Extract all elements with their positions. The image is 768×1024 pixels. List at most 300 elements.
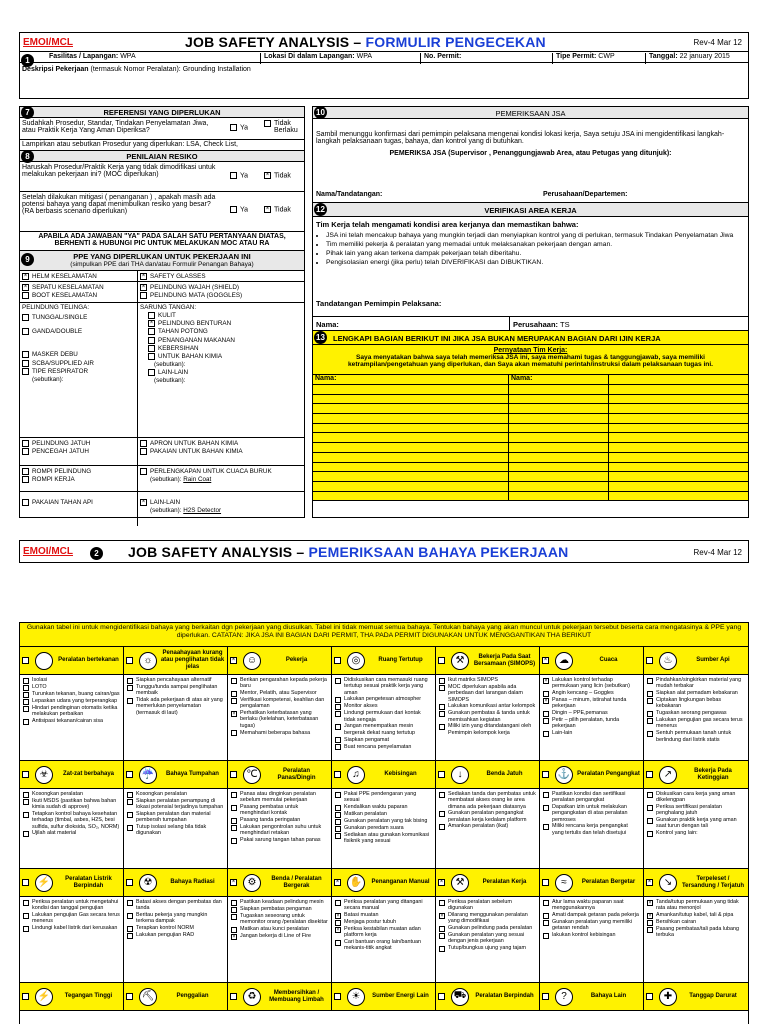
simops-icon: ⚒ <box>451 652 469 670</box>
control-item[interactable]: Buat rencana penyelamatan <box>335 744 432 751</box>
hazard-header-work-tools[interactable]: × ⚒ Peralatan Kerja <box>436 869 540 896</box>
sec10-perusahaan: Perusahaan/Departemen: <box>543 191 628 198</box>
sec8-title: PENILAIAN RESIKO <box>126 152 198 161</box>
ppe-resp-2[interactable]: TIPE RESPIRATOR <box>22 368 135 375</box>
hazard-header-fire[interactable]: ♨ Sumber Api <box>644 647 748 674</box>
sec10-pemeriksa: PEMERIKSA JSA (Supervisor , Penanggungjawab Area, atau Petugas yang ditunjuk): <box>389 150 672 157</box>
control-item[interactable]: Ciptakan lingkungan bebas kebakaran <box>647 697 745 710</box>
control-item[interactable]: Amankan peralatan (ikat) <box>439 823 536 830</box>
control-item[interactable]: Lepaskan udara yang terperangkap <box>23 698 120 705</box>
control-item[interactable]: Gunakan peralatan yang tak bising <box>335 818 432 825</box>
control-item[interactable]: Lakukan pengetesan atmospher <box>335 696 432 703</box>
hazard-header-weather[interactable]: × ☁ Cuaca <box>540 647 644 674</box>
hazard-checkbox[interactable] <box>438 771 445 778</box>
portable-electric-icon: ⚡ <box>35 874 53 892</box>
sec8-q1-ya-checkbox[interactable] <box>230 172 237 179</box>
control-item[interactable]: Lindungi permukaan dari kontak tidak sengaja <box>335 710 432 723</box>
hazard-header-other-hazard[interactable]: ? Bahaya Lain <box>540 983 644 1010</box>
control-item[interactable]: Periksa peralatan untuk mengetahui kondisi dan tanggal pengujian <box>23 899 120 912</box>
control-item[interactable]: Pasang pembatas/tali pada lubang terbuka <box>647 926 745 939</box>
hazard-controls <box>540 675 644 760</box>
control-item[interactable]: Lakukan pengontrolan suhu untuk menghindari retakan <box>231 824 328 837</box>
control-item[interactable]: Siapkan peralatan penampung di lokasi potensial terjadinya tumpahan <box>127 798 224 811</box>
control-item[interactable]: Tidak ada pekerjaan di atas air yang memerlukan penyelamatan (termasuk di laut) <box>127 697 224 716</box>
hazard-header-pressure[interactable]: Peralatan bertekanan <box>20 647 124 674</box>
control-item[interactable]: Monitor akses <box>335 703 432 710</box>
hazard-controls <box>332 789 436 868</box>
hazard-header-temperature[interactable]: ℃ Peralatan Panas/Dingin <box>228 761 332 788</box>
control-item[interactable]: Panas atau dinginkan peralatan sebelum memulai pekerjaan <box>231 791 328 804</box>
control-item[interactable]: lakukan kontrol kebisingan <box>543 932 640 939</box>
control-item[interactable]: Angin kencang – Goggles <box>543 690 640 697</box>
control-item[interactable]: Antisipasi tekanan/cairan sisa <box>23 718 120 725</box>
control-item[interactable]: Pakai PPE pendengaran yang sesuai <box>335 791 432 804</box>
manual-handling-icon: ✋ <box>347 874 365 892</box>
control-item[interactable]: Gunakan pelindung pada peralatan <box>439 925 536 932</box>
hazard-controls <box>20 675 124 760</box>
ppe-safety-glasses[interactable]: × SAFETY GLASSES <box>141 273 206 281</box>
sec13-row[interactable] <box>313 463 748 473</box>
temperature-icon: ℃ <box>243 766 261 784</box>
sec12-title: VERIFIKASI AREA KERJA <box>484 206 577 215</box>
sec12-bullet: • Tim memiliki pekerja & peralatan yang memadai untuk melaksanakan pekerjaan dengan aman. <box>326 240 745 249</box>
control-item[interactable]: Gunakan peredam suara <box>335 825 432 832</box>
excavation-icon: ⛏ <box>139 988 157 1006</box>
sec13-row[interactable] <box>313 453 748 463</box>
hazard-header-falling-object[interactable]: ↓ Benda Jatuh <box>436 761 540 788</box>
sec13-row[interactable] <box>313 472 748 482</box>
sec13-pernyataan: Pernyataan Tim Kerja: <box>493 347 568 354</box>
control-item[interactable]: Tutup/bungkus ujung yang tajam <box>439 945 536 952</box>
company-logo: EMOI/MCL <box>23 37 73 48</box>
hazard-checkbox[interactable] <box>438 657 445 664</box>
control-item[interactable]: Hindari pendinginan otomatis ketika melakukan perbaikan <box>23 705 120 718</box>
control-item[interactable]: Pasang pembatas untuk menghindari kontak <box>231 804 328 817</box>
ppe-other-2[interactable]: × LAIN-LAIN <box>141 499 181 507</box>
ppe-glove-4[interactable]: KEBERSIHAN <box>148 345 302 352</box>
hazard-checkbox[interactable] <box>334 771 341 778</box>
hazard-checkbox[interactable]: × <box>335 879 340 885</box>
control-item[interactable]: Tugaskan seseorang untuk memonitor orang /peralatan disekitar <box>231 913 328 926</box>
hazard-checkbox[interactable] <box>126 879 133 886</box>
ppe-other-2-value: H2S Detector <box>183 507 222 515</box>
sec7-ya-checkbox[interactable] <box>230 124 237 131</box>
control-item[interactable]: Lakukan pengujian RAD <box>127 932 224 939</box>
hazard-controls <box>644 897 748 982</box>
control-item[interactable]: × Periksa kestabilan muatan adan platform kerja <box>336 926 421 939</box>
deskripsi-value: Grounding Installation <box>182 66 251 73</box>
fire-icon: ♨ <box>659 652 677 670</box>
hazard-controls <box>332 897 436 982</box>
control-item[interactable]: Verifikasi kompetensi, keahlian dan pengalaman <box>231 697 328 710</box>
hazard-header-spill[interactable]: ☔ Bahaya Tumpahan <box>124 761 228 788</box>
hazard-controls <box>124 789 228 868</box>
hazard-header-height[interactable]: ↗ Bekerja Pada Ketinggian <box>644 761 748 788</box>
control-item[interactable]: Didiskusikan cara memasuki ruang tertutup sesuai praktik kerja yang aman <box>335 677 432 696</box>
control-item[interactable]: Siapkan pengamat <box>335 737 432 744</box>
control-item[interactable]: Memahami beberapa bahasa <box>231 730 328 737</box>
noise-icon: ♫ <box>347 766 365 784</box>
waste-icon: ♻ <box>243 988 261 1006</box>
control-item[interactable]: × Dilarang menggunakan peralatan yang dimodifikasi <box>440 912 528 925</box>
ppe-apron-1[interactable]: PAKAIAN UNTUK BAHAN KIMIA <box>140 448 302 455</box>
hazard-checkbox[interactable] <box>438 993 445 1000</box>
control-item[interactable]: Siapkan pencahayaan alternatif <box>127 677 224 684</box>
control-item[interactable]: Jangan menempatkan mesin bergerak dekat ruang tertutup <box>335 723 432 736</box>
sec7-lampiran: Lampirkan atau sebutkan Prosedur yang diperlukan: LSA, Check List, <box>20 140 304 151</box>
ppe-glove-1[interactable]: × PELINDUNG BENTURAN <box>149 320 232 328</box>
sec13-row[interactable] <box>313 414 748 424</box>
sec13-row[interactable] <box>313 433 748 443</box>
ppe-resp-0[interactable]: MASKER DEBU <box>22 351 135 358</box>
hazard-controls <box>436 675 540 760</box>
control-item[interactable]: Ikuti MSDS (pastikan bahwa bahan kimia sudah di approve) <box>23 798 120 811</box>
sec10-title: PEMERIKSAAN JSA <box>495 109 566 118</box>
hazard-controls <box>124 675 228 760</box>
control-item[interactable]: Petir – pilih peralatan, tunda pekerjaan <box>543 717 640 730</box>
control-item[interactable]: Menjaga postur tubuh <box>335 919 432 926</box>
sec8-q2-ya-checkbox[interactable] <box>230 206 237 213</box>
hazard-controls <box>644 675 748 760</box>
sec9-title: PPE YANG DIPERLUKAN UNTUK PEKERJAAN INI <box>73 252 251 261</box>
control-item[interactable]: Lakukan komunikasi antar kelompok <box>439 703 536 710</box>
page-title-2: JOB SAFETY ANALYSIS – PEMERIKSAAN BAHAYA PEKERJAAN <box>128 544 569 560</box>
hazard-header-noise[interactable]: ♫ Kebisingan <box>332 761 436 788</box>
hazard-checkbox[interactable] <box>646 657 653 664</box>
hazard-controls <box>228 897 332 982</box>
hazard-checkbox[interactable] <box>646 993 653 1000</box>
sec12-bullet: • JSA ini telah mencakup bahaya yang mungkin terjadi dan menyiapkan kontrol yang di perlukan, termasuk Tindakan Penyelamatan Jiwa <box>326 231 745 240</box>
section-number-8: 8 <box>21 150 34 163</box>
hazard-controls <box>20 897 124 982</box>
hazard-header-slip-trip[interactable]: × ↘ Terpeleset / Tersandung / Terjatuh <box>644 869 748 896</box>
ppe-weather-value: Rain Coat <box>183 476 212 484</box>
ppe-fall-0[interactable]: PELINDUNG JATUH <box>22 440 135 447</box>
hazard-header-simops[interactable]: ⚒ Bekerja Pada Saat Bersamaan (SIMOPS) <box>436 647 540 674</box>
sec10-nama: Nama/Tandatangan: <box>316 191 383 198</box>
control-item[interactable]: Sentuh permukaan tanah untuk berlindung dari listrik statis <box>647 730 745 743</box>
hazard-checkbox[interactable] <box>334 657 341 664</box>
control-item[interactable]: Lindungi kabel listrik dari kerusakan <box>23 925 120 932</box>
control-item[interactable]: Atur lama waktu paparan saat menggunakannya <box>543 899 640 912</box>
hazard-controls <box>332 675 436 760</box>
control-item[interactable]: Pindahkan/singkirkan material yang mudah terbakar <box>647 677 745 690</box>
control-item[interactable]: × Jangan bekerja di Line of Fire <box>232 933 312 940</box>
hazard-header-waste[interactable]: ♻ Membersihkan / Membuang Limbah <box>228 983 332 1010</box>
sec12-intro: Tim Kerja telah mengamati kondisi area kerjanya dan memastikan bahwa: <box>316 220 579 229</box>
control-item[interactable]: Siapkan peralatan dan material pembersih tumpahan <box>127 811 224 824</box>
hazard-header-excavation[interactable]: ⛏ Penggalian <box>124 983 228 1010</box>
pressure-icon <box>35 652 53 670</box>
control-item[interactable]: Beritau pekerja yang mungkin terkena dampak <box>127 912 224 925</box>
control-item[interactable]: Dapatkan izin untuk melakukan pengangkatan di atas peralatan pemroses <box>543 804 640 823</box>
control-item[interactable]: Lakukan pengujian gas secara terus menerus <box>647 717 745 730</box>
control-item[interactable]: Pasang tanda peringatan <box>231 817 328 824</box>
ppe-grid: × HELM KESELAMATAN × SAFETY GLASSES × SEPATU KESELAMATAN BOOT KESELAMATAN × PELINDUNG WAJAH (SHIELD) PELINDUNG MATA (GOGGLES) PELINDUNG TELINGA: TUNGGAL/SINGLE GANDA/DOUBLE MASKER DEBU SCBA/SUPPLIED AIR TIPE RESPIRATOR (sebutkan): SARUNG TANGAN: KULIT × PELINDUNG BENTURAN TAHAN POTONG PENANGANAN MAKANAN KEBERSIHAN UNTUK BAHAN KIMIA (sebutkan): LAIN-LAIN (sebutkan): PELINDUNG JATUH PENCEGAH JATUH APRON UNTUK BAHAN KIMIA PAKAIAN UNTUK BAHAN KIMIA ROMPI PELINDUNG ROMPI KERJA PERLENGKAPAN UNTUK CUACA BURUK (sebutkan): Rain Coat PAKAIAN TAHAN API × LAIN-LAIN (sebutkan): H2S Detector <box>20 271 304 526</box>
hazardous-substance-icon: ☣ <box>35 766 53 784</box>
control-item[interactable]: Tunggu/tunda sampai penglihatan membaik <box>127 684 224 697</box>
hazard-checkbox[interactable] <box>542 993 549 1000</box>
hazard-checkbox[interactable] <box>126 657 133 664</box>
tanggal-value: 22 january 2015 <box>679 53 730 60</box>
right-column: 10 PEMERIKSAAN JSA Sambil menunggu konfirmasi dari pemimpin pelaksana mengenai kondisi lokasi kerja, Saya setuju JSA ini mengidentifikasi langkah-langkah pelaksanaan tugas, bahaya, dan kontrol yang di butuhkan. PEMERIKSA JSA (Supervisor , Penanggungjawab Area, atau Petugas yang ditunjuk): Nama/Tandatangan: Perusahaan/Departemen: 12 VERIFIKASI AREA KERJA Tim Kerja telah mengamati kondisi area kerjanya dan memastikan bahwa: • JSA ini telah mencakup bahaya yang mungkin terjadi dan menyiapkan kontrol yang di perlukan, termasuk Tindakan Penyelamatan Jiwa • Tim memiliki pekerja & peralatan yang memadai untuk melaksanakan pekerjaan dengan aman. • Pihak lain yang akan terkena dampak pekerjaan telah diberitahu. • Pengisolasian energi (jika perlu) telah DIVERIFIKASI dan DIBUKTIKAN. Tandatangan Pemimpin Pelaksana: Nama: Perusahaan: TS 13 LENGKAPI BAGIAN BERIKUT INI JIKA JSA BUKAN MERUPAKAN BAGIAN DARI IJIN KERJA Pernyataan Tim Kerja: Saya menyatakan bahwa saya telah memeriksa JSA ini, saya memahami tugas & tanggungjawab, saya memiliki ketrampilan/pengetahuan yang diperlukan, dan Saya akan mematuhi perintah/instruksi dalam pelaksanaan tugas ini. Nama: Nama: <box>312 106 749 518</box>
jsa-header <box>19 32 749 52</box>
sec8-note: APABILA ADA JAWABAN "YA" PADA SALAH SATU PERTANYAAN DIATAS, BERHENTI & HUBUNGI PIC UNTUK MELAKUKAN MOC ATAU RA <box>20 232 304 251</box>
control-item[interactable]: Gunakan peralatan yang memiliki getaran rendah <box>543 919 640 932</box>
hazard-header-worker[interactable]: × ☺ Pekerja <box>228 647 332 674</box>
control-item[interactable]: Tetapkan kontrol bahaya kesehatan terhadap (timbal, asbes, H2S, besi sulfida, sulfur dioksida, SO₂, NORM) <box>23 811 120 830</box>
section-number-2: 2 <box>90 547 103 560</box>
control-item[interactable]: Miliki izin yang ditandatangani oleh Pemimpin kelompok kerja <box>439 723 536 736</box>
hazard-header-portable-electric[interactable]: ⚡ Peralatan Listrik Berpindah <box>20 869 124 896</box>
control-item[interactable]: Cari bantuan orang lain/bantuan mekanis-titik angkat <box>335 939 432 952</box>
control-item[interactable]: Turunkan tekanan, buang cairan/gas <box>23 691 120 698</box>
ppe-face-0[interactable]: × PELINDUNG WAJAH (SHIELD) <box>141 284 239 292</box>
hazard-checkbox[interactable] <box>334 993 341 1000</box>
ppe-vest-0[interactable]: ROMPI PELINDUNG <box>22 468 135 475</box>
hazard-controls <box>124 897 228 982</box>
hazard-checkbox[interactable] <box>22 879 29 886</box>
control-item[interactable]: Bersihkan cairan <box>647 919 745 926</box>
control-item[interactable]: Gunakan pembatas & tanda untuk memisahkan kegiatan <box>439 710 536 723</box>
hazard-controls <box>228 789 332 868</box>
ppe-glove-2[interactable]: TAHAN POTONG <box>148 328 302 335</box>
control-item[interactable]: Pakai sarung tangan tahan panas <box>231 837 328 844</box>
hazard-checkbox[interactable]: × <box>231 879 236 885</box>
control-item[interactable]: Ikut matriks SIMOPS <box>439 677 536 684</box>
visibility-icon: ☼ <box>139 652 157 670</box>
control-item[interactable]: Sediakan atau gunakan komunikasi fisiknik yang sesuai <box>335 832 432 845</box>
control-item[interactable]: Periksa peralatan sebelum digunakan <box>439 899 536 912</box>
control-item[interactable]: Dingin – PPE,pemanas <box>543 710 640 717</box>
jsa2-header <box>19 540 749 563</box>
control-item[interactable]: × Perhatikan keterbatasan yang berlaku (kelelahan, keterbatasan tugas) <box>232 710 319 729</box>
sec13-row[interactable] <box>313 482 748 492</box>
worker-icon: ☺ <box>243 652 261 670</box>
hazard-header-hazardous-substance[interactable]: ☣ Zat-zat berbahaya <box>20 761 124 788</box>
info-row: 1 Fasilitas / Lapangan: WPA Lokasi Di dalam Lapangan: WPA No. Permit: Tipe Permit: CWP Tanggal: 22 january 2015 <box>19 52 749 63</box>
height-icon: ↗ <box>659 766 677 784</box>
ppe-boot-1[interactable]: BOOT KESELAMATAN <box>22 292 135 299</box>
hazard-table <box>19 622 749 1024</box>
ppe-boot-0[interactable]: × SEPATU KESELAMATAN <box>23 284 104 292</box>
hazard-header-manual-handling[interactable]: × ✋ Penanganan Manual <box>332 869 436 896</box>
control-item[interactable]: Kontrol yang lain: <box>647 830 745 837</box>
control-item[interactable]: Pastikan keadaan pelindung mesin <box>231 899 328 906</box>
sec13-col-nama-1: Nama: <box>313 375 509 384</box>
section-number-12: 12 <box>314 203 327 216</box>
sec12-bullets <box>316 231 745 267</box>
hazard-checkbox[interactable]: × <box>543 657 548 663</box>
sec12-nama: Nama: <box>316 320 339 329</box>
hazard-header-vibration[interactable]: ≈ Peralatan Bergetar <box>540 869 644 896</box>
sec13-row[interactable] <box>313 492 748 502</box>
lifting-icon: ⚓ <box>555 766 573 784</box>
permit-label: No. Permit: <box>420 53 461 64</box>
slip-trip-icon: ↘ <box>659 874 677 892</box>
hazard-header-mobile-equipment[interactable]: ⛟ Peralatan Berpindah <box>436 983 540 1010</box>
sec13-row[interactable] <box>313 404 748 414</box>
control-item[interactable]: Miliki rencana kerja pengangkat yang tertulis dan telah disetujui <box>543 823 640 836</box>
sec7-tidak-checkbox[interactable] <box>264 120 271 127</box>
work-tools-icon: ⚒ <box>451 874 469 892</box>
ppe-fire-resistant[interactable]: PAKAIAN TAHAN API <box>22 499 135 506</box>
control-item[interactable]: Isolasi <box>23 677 120 684</box>
control-item[interactable]: Tutup isolasi selang bila tidak digunakan <box>127 824 224 837</box>
sec13-text: Saya menyatakan bahwa saya telah memeriksa JSA ini, saya memahami tugas & tanggungjawab, saya memiliki ketrampilan/pengetahuan yang diperlukan, dan Saya akan mematuhi perintah/instruksi dalam pelaksanaan tugas ini. <box>348 354 713 368</box>
hazard-checkbox[interactable]: × <box>439 879 444 885</box>
sec7-title: REFERENSI YANG DIPERLUKAN <box>103 108 221 117</box>
hazard-checkbox[interactable] <box>646 771 653 778</box>
control-item[interactable]: LOTO <box>23 684 120 691</box>
other-hazard-icon: ? <box>555 988 573 1006</box>
hazard-checkbox[interactable] <box>230 993 237 1000</box>
hazard-intro: Gunakan tabel ini untuk mengidentifikasi bahaya yang berkaitan dgn pekerjaan yang diusulkan. Tabel ini tidak memuat semua bahaya. Tentukan bahaya yang akan muncul untuk pekerjaan tersebut beserta cara mengatasinya & PPE yang diperlukan. CATATAN: JIKA JSA INI BAGIAN DARI PERMIT, THA PADA PERMIT DIGUNAKAN UNTUK MENGGANTIKAN THA BERIKUT <box>20 623 748 647</box>
sec13-row[interactable] <box>313 443 748 453</box>
moving-equipment-icon: ⚙ <box>243 874 261 892</box>
hazard-header-moving-equipment[interactable]: × ⚙ Benda / Peralatan Bergerak <box>228 869 332 896</box>
control-item[interactable]: Matikan atau kunci peralatan <box>231 926 328 933</box>
confined-space-icon: ◎ <box>347 652 365 670</box>
sec13-row[interactable] <box>313 395 748 405</box>
sec12-ttd: Tandatangan Pemimpin Pelaksana: <box>316 299 442 308</box>
sec12-bullet: • Pengisolasian energi (jika perlu) telah DIVERIFIKASI dan DIBUKTIKAN. <box>326 258 745 267</box>
control-item[interactable]: Siapkan pembatas pengaman <box>231 906 328 913</box>
hazard-controls <box>20 789 124 868</box>
ppe-glove-3[interactable]: PENANGANAN MAKANAN <box>148 337 302 344</box>
control-item[interactable]: Tugaskan seorang pengawas <box>647 710 745 717</box>
mobile-equipment-icon: ⛟ <box>451 988 469 1006</box>
control-item[interactable]: Periksa peralatan yang ditangani secara manual <box>335 899 432 912</box>
section-number-13: 13 <box>314 331 327 344</box>
page-title: JOB SAFETY ANALYSIS – FORMULIR PENGECEKAN <box>185 34 546 50</box>
control-item[interactable]: Kosongkan peralatan <box>23 791 120 798</box>
sec7-question: Sudahkah Prosedur, Standar, Tindakan Penyelamatan Jiwa, atau Praktik Kerja Yang Aman Diperiksa? <box>22 120 209 134</box>
high-voltage-icon: ⚡ <box>35 988 53 1006</box>
company-logo-2: EMOI/MCL <box>23 546 73 557</box>
vibration-icon: ≈ <box>555 874 573 892</box>
sec12-perusahaan-value: TS <box>559 320 570 329</box>
sec13-row[interactable] <box>313 424 748 434</box>
hazard-checkbox[interactable] <box>542 771 549 778</box>
ppe-ear-1[interactable]: GANDA/DOUBLE <box>22 328 135 335</box>
hazard-checkbox[interactable]: × <box>647 879 652 885</box>
sec13-table <box>313 375 748 501</box>
control-item[interactable]: Mentor, Pelatih, atau Supervisor <box>231 690 328 697</box>
hazard-controls <box>436 789 540 868</box>
lokasi-value: WPA <box>356 53 373 60</box>
hazard-header-radiation[interactable]: ☢ Bahaya Radiasi <box>124 869 228 896</box>
ppe-glove-0[interactable]: KULIT <box>148 312 302 319</box>
sec8-question-2: Setelah dilakukan mitigasi ( penanganan ) , apakah masih ada potensi bahaya yang dapat menimbulkan resiko yang besar? <box>22 194 216 208</box>
control-item[interactable]: Ujilah alat material <box>23 830 120 837</box>
ppe-apron-0[interactable]: APRON UNTUK BAHAN KIMIA <box>140 440 302 447</box>
radiation-icon: ☢ <box>139 874 157 892</box>
sec13-row[interactable] <box>313 385 748 395</box>
control-item[interactable]: Diskusikan cara kerja yang aman dikelengpan <box>647 791 745 804</box>
hazard-checkbox[interactable] <box>22 771 29 778</box>
ppe-other-1[interactable]: LAIN-LAIN <box>148 369 302 376</box>
control-item[interactable]: × Panas – minum, istirahat tunda pekerjaan <box>544 697 627 710</box>
control-item[interactable]: Gunakan peralatan pengangkat peralatan kerja kedalam platform <box>439 810 536 823</box>
hazard-controls <box>436 897 540 982</box>
control-item[interactable]: Matikan peralatan <box>335 811 432 818</box>
hazard-checkbox[interactable] <box>230 771 237 778</box>
hazard-header-visibility[interactable]: ☼ Penaahayaan kurang atau penglihatan tidak jelas <box>124 647 228 674</box>
hazard-checkbox[interactable] <box>22 657 29 664</box>
control-item[interactable]: Siapkan alat pemadam kebakaran <box>647 690 745 697</box>
ppe-fall-1[interactable]: PENCEGAH JATUH <box>22 448 135 455</box>
control-item[interactable]: Lain-lain <box>543 730 640 737</box>
control-item[interactable]: Sediakan tanda dan pembatas untuk membatasi akses orang ke area dimana ada pekerjaan diatasnya <box>439 791 536 810</box>
control-item[interactable]: MOC diperlukan apabila ada perbedaan dari larangan dalam SIMOPS <box>439 684 536 703</box>
sec13-title: LENGKAPI BAGIAN BERIKUT INI JIKA JSA BUKAN MERUPAKAN BAGIAN DARI IJIN KERJA <box>333 334 661 343</box>
hazard-header-emergency[interactable]: ✚ Tanggap Darurat <box>644 983 748 1010</box>
control-item[interactable]: × Tanda/tutup permukaan yang tidak rata atau menonjol <box>648 899 739 912</box>
hazard-header-confined-space[interactable]: ◎ Ruang Tertutup <box>332 647 436 674</box>
ppe-vest-1[interactable]: ROMPI KERJA <box>22 476 135 483</box>
control-item[interactable]: Gunakan praktik kerja yang aman saat turun dengan tali <box>647 817 745 830</box>
hazard-header-energy-source[interactable]: ☀ Sumber Energi Lain <box>332 983 436 1010</box>
control-item[interactable]: Berikan pengarahan kepada pekerja baru <box>231 677 328 690</box>
hazard-checkbox[interactable]: × <box>231 657 236 663</box>
sec8-q2-tidak-checkbox[interactable]: × <box>265 206 270 212</box>
tipe-value: CWP <box>598 53 615 60</box>
ppe-glove-5[interactable]: UNTUK BAHAN KIMIA <box>148 353 302 360</box>
hazard-header-lifting[interactable]: ⚓ Peralatan Pengangkat <box>540 761 644 788</box>
control-item[interactable]: Pastikan kondisi dan sertifikasi peralatan pengangkat <box>543 791 640 804</box>
hazard-controls <box>540 897 644 982</box>
weather-icon: ☁ <box>555 652 573 670</box>
ppe-face-1[interactable]: PELINDUNG MATA (GOGGLES) <box>140 292 302 299</box>
control-item[interactable]: × Lakukan kontrol terhadap permukaan yang licin (sebutkan) <box>544 677 630 690</box>
ppe-resp-1[interactable]: SCBA/SUPPLIED AIR <box>22 360 135 367</box>
control-item[interactable]: Amati dampak getaran pada pekerja <box>543 912 640 919</box>
control-item[interactable]: × Batasi muatan <box>336 912 379 919</box>
control-item[interactable]: Terapkan kontrol NORM <box>127 925 224 932</box>
hazard-checkbox[interactable] <box>22 993 29 1000</box>
hazard-controls <box>540 789 644 868</box>
emergency-icon: ✚ <box>659 988 677 1006</box>
revision-2: Rev-4 Mar 12 <box>693 548 742 557</box>
hazard-controls <box>228 675 332 760</box>
hazard-checkbox[interactable] <box>126 993 133 1000</box>
control-item[interactable]: Kosongkan peralatan <box>127 791 224 798</box>
control-item[interactable]: × Amankan/tutup kabel, tali & pipa <box>648 912 734 919</box>
ppe-weather[interactable]: PERLENGKAPAN UNTUK CUACA BURUK <box>140 468 302 475</box>
control-item[interactable]: Kendalikan waktu paparan <box>335 804 432 811</box>
control-item[interactable]: Periksa sertifikasi peralatan penghalang jatuh <box>647 804 745 817</box>
hazard-header-high-voltage[interactable]: ⚡ Tegangan Tinggi <box>20 983 124 1010</box>
control-item[interactable]: Batasi akses dengan pembatas dan tanda <box>127 899 224 912</box>
revision: Rev-4 Mar 12 <box>693 38 742 47</box>
hazard-checkbox[interactable] <box>126 771 133 778</box>
fasilitas-value: WPA <box>120 53 136 60</box>
sec8-q1-tidak-checkbox[interactable]: × <box>265 172 270 178</box>
section-number-1: 1 <box>21 54 34 67</box>
sec10-text: Sambil menunggu konfirmasi dari pemimpin pelaksana mengenai kondisi lokasi kerja, Saya setuju JSA ini mengidentifikasi langkah-langkah pelaksanaan tugas, bahaya, dan kontrol yang di butuhkan. <box>316 131 725 145</box>
ppe-ear-0[interactable]: TUNGGAL/SINGLE <box>22 314 135 321</box>
section-number-10: 10 <box>314 106 327 119</box>
hazard-checkbox[interactable] <box>542 879 549 886</box>
control-item[interactable]: Gunakan peralatan yang sesuai dengan jenis pekerjaan <box>439 932 536 945</box>
control-item[interactable]: Lakukan pengujian Gas secara terus menerus <box>23 912 120 925</box>
falling-object-icon: ↓ <box>451 766 469 784</box>
hazard-controls <box>644 789 748 868</box>
ppe-helm[interactable]: × HELM KESELAMATAN <box>23 273 97 281</box>
deskripsi-row: Deskripsi Pekerjaan (termasuk Nomor Peralatan): Grounding Installation <box>19 63 749 99</box>
spill-icon: ☔ <box>139 766 157 784</box>
